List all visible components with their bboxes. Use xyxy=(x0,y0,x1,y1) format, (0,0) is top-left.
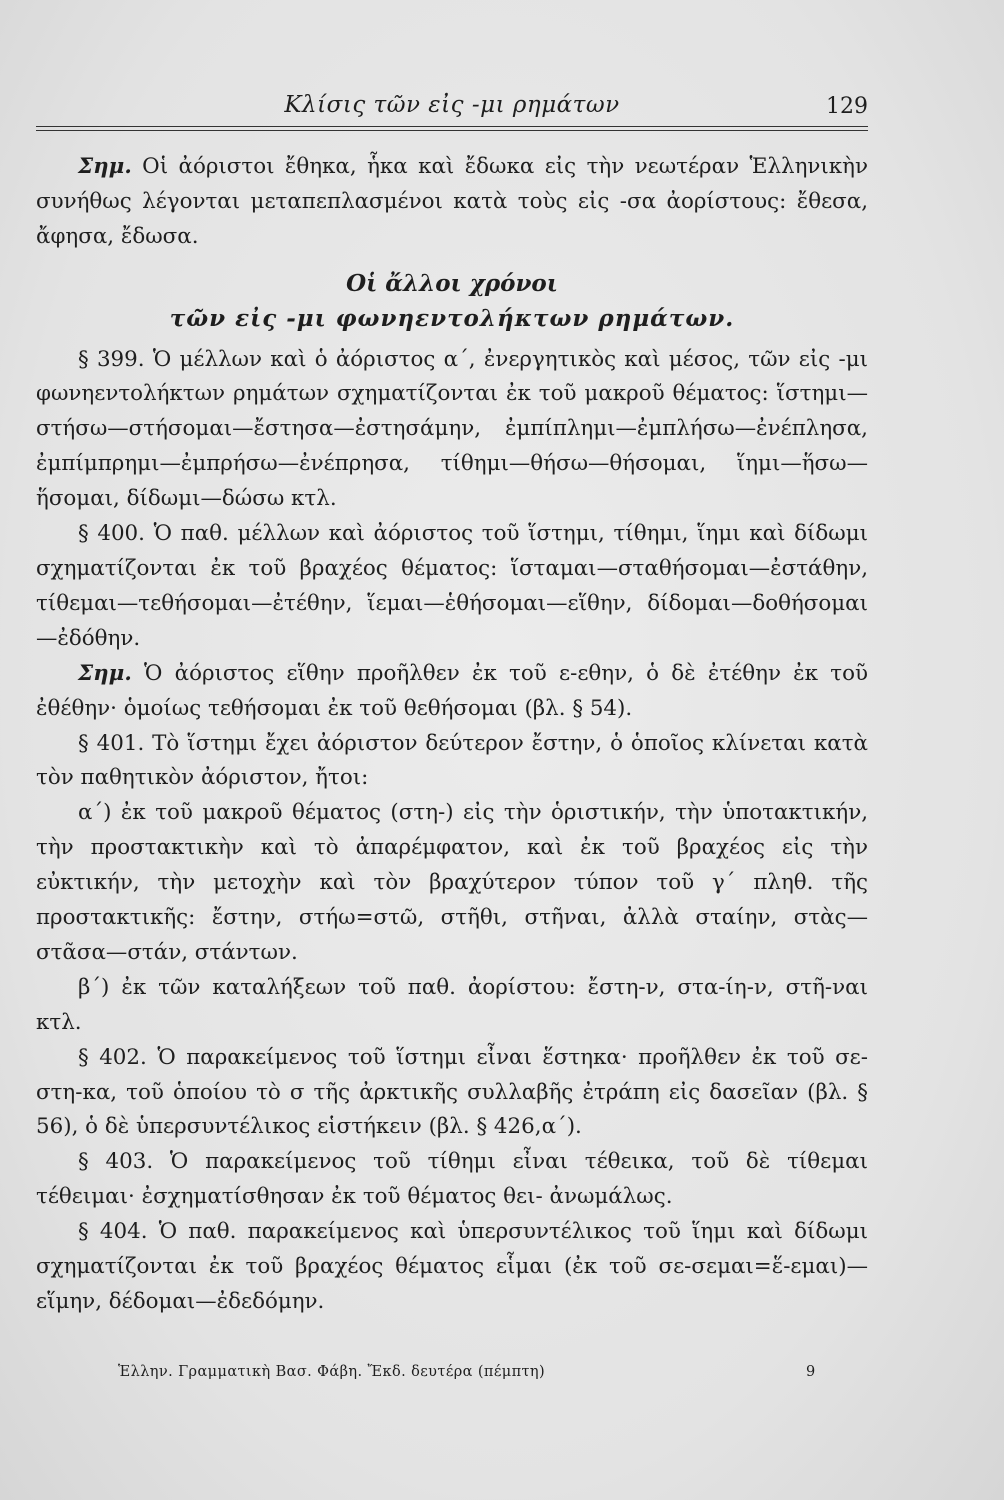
footer-imprint: Ἑλλην. Γραμματικὴ Βασ. Φάβη. Ἔκδ. δευτέρα (πέμπτη) xyxy=(118,1364,546,1380)
note-label-2: Σημ. xyxy=(78,660,132,686)
section-subheading: τῶν εἰς -μι φωνηεντολήκτων ρημάτων. xyxy=(169,304,735,332)
paragraph-403: § 403. Ὁ παρακείμενος τοῦ τίθημι εἶναι τέθεικα, τοῦ δὲ τίθεμαι τέθειμαι· ἐσχηματίσθησαν ἐκ τοῦ θέματος θει- ἀνωμάλως. xyxy=(36,1149,868,1210)
paragraph-401: § 401. Τὸ ἵστημι ἔχει ἀόριστον δεύτερον ἔστην, ὁ ὁποῖος κλίνεται κατὰ τὸν παθητικὸν ἀόριστον, ἤτοι: xyxy=(36,730,868,791)
footer-signature: 9 xyxy=(806,1364,816,1380)
note-paragraph xyxy=(36,150,868,255)
paragraph-401-a: α΄) ἐκ τοῦ μακροῦ θέματος (στη-) εἰς τὴν ὁριστικήν, τὴν ὑποτακτικήν, τὴν προστακτικὴν καὶ τὸ ἀπαρέμφατον, καὶ ἐκ τοῦ βραχέος εἰς τὴν εὐκτικήν, τὴν μετοχὴν καὶ τὸν βραχύτερον τύπον τοῦ γ΄ πληθ. τῆς προστακτικῆς: ἔστην, στήω=στῶ, στῆθι, στῆναι, ἀλλὰ σταίην, στὰς—στᾶσα—στάν, στάντων. xyxy=(36,800,868,965)
section-heading: Οἱ ἄλλοι χρόνοι xyxy=(346,269,558,297)
note-paragraph-2 xyxy=(36,657,868,727)
paragraph-402: § 402. Ὁ παρακείμενος τοῦ ἵστημι εἶναι ἕστηκα· προῆλθεν ἐκ τοῦ σε-στη-κα, τοῦ ὁποίου τὸ σ τῆς ἀρκτικῆς συλλαβῆς ἐτράπη εἰς δασεῖαν (βλ. § 56), ὁ δὲ ὑπερσυντέλικος εἱστήκειν (βλ. § 426,α΄). xyxy=(36,1044,868,1140)
header-rule-top xyxy=(36,126,868,127)
paragraph-404: § 404. Ὁ παθ. παρακείμενος καὶ ὑπερσυντέλικος τοῦ ἵημι καὶ δίδωμι σχηματίζονται ἐκ τοῦ βραχέος θέματος εἷμαι (ἐκ τοῦ σε-σεμαι=ἕ-εμαι)—εἵμην, δέδομαι—ἐδεδόμην. xyxy=(36,1219,868,1314)
page-body xyxy=(36,150,868,1320)
paragraph-399: § 399. Ὁ μέλλων καὶ ὁ ἀόριστος α΄, ἐνεργητικὸς καὶ μέσος, τῶν εἰς -μι φωνηεντολήκτων ρημάτων σχηματίζονται ἐκ τοῦ μακροῦ θέματος: ἵστημι—στήσω—στήσομαι—ἔστησα—ἐστησάμην, ἐμπίπλημι—ἐμπλήσω—ἐνέπλησα, ἐμπίμπρημι—ἐμπρήσω—ἐνέπρησα, τίθημι—θήσω—θήσομαι, ἵημι—ἥσω—ἥσομαι, δίδωμι—δώσω κτλ. xyxy=(36,346,868,512)
running-title: Κλίσις τῶν εἰς -μι ρημάτων xyxy=(284,92,620,118)
paragraph-401-b: β΄) ἐκ τῶν καταλήξεων τοῦ παθ. ἀορίστου: ἔστη-ν, στα-ίη-ν, στῆ-ναι κτλ. xyxy=(36,974,868,1035)
paragraph-400: § 400. Ὁ παθ. μέλλων καὶ ἀόριστος τοῦ ἵστημι, τίθημι, ἵημι καὶ δίδωμι σχηματίζονται ἐκ τοῦ βραχέος θέματος: ἵσταμαι—σταθήσομαι—ἐστάθην, τίθεμαι—τεθήσομαι—ἐτέθην, ἵεμαι—ἑθήσομαι—εἵθην, δίδομαι—δοθήσομαι—ἐδόθην. xyxy=(36,521,868,651)
note-text: Οἱ ἀόριστοι ἔθηκα, ἧκα καὶ ἔδωκα εἰς τὴν νεωτέραν Ἑλληνικὴν συνήθως λέγονται μεταπεπλασμένοι κατὰ τοὺς εἰς -σα ἀορίστους: ἔθεσα, ἄφησα, ἔδωσα. xyxy=(36,154,868,249)
note-label: Σημ. xyxy=(78,154,132,179)
note-text-2: Ὁ ἀόριστος εἵθην προῆλθεν ἐκ τοῦ ε-εθην, ὁ δὲ ἐτέθην ἐκ τοῦ ἐθέθην· ὁμοίως τεθήσομαι ἐκ τοῦ θεθήσομαι (βλ. § 54). xyxy=(36,660,868,721)
page-header xyxy=(36,92,868,126)
page-number: 129 xyxy=(826,94,868,119)
header-rule-bottom xyxy=(36,130,868,131)
